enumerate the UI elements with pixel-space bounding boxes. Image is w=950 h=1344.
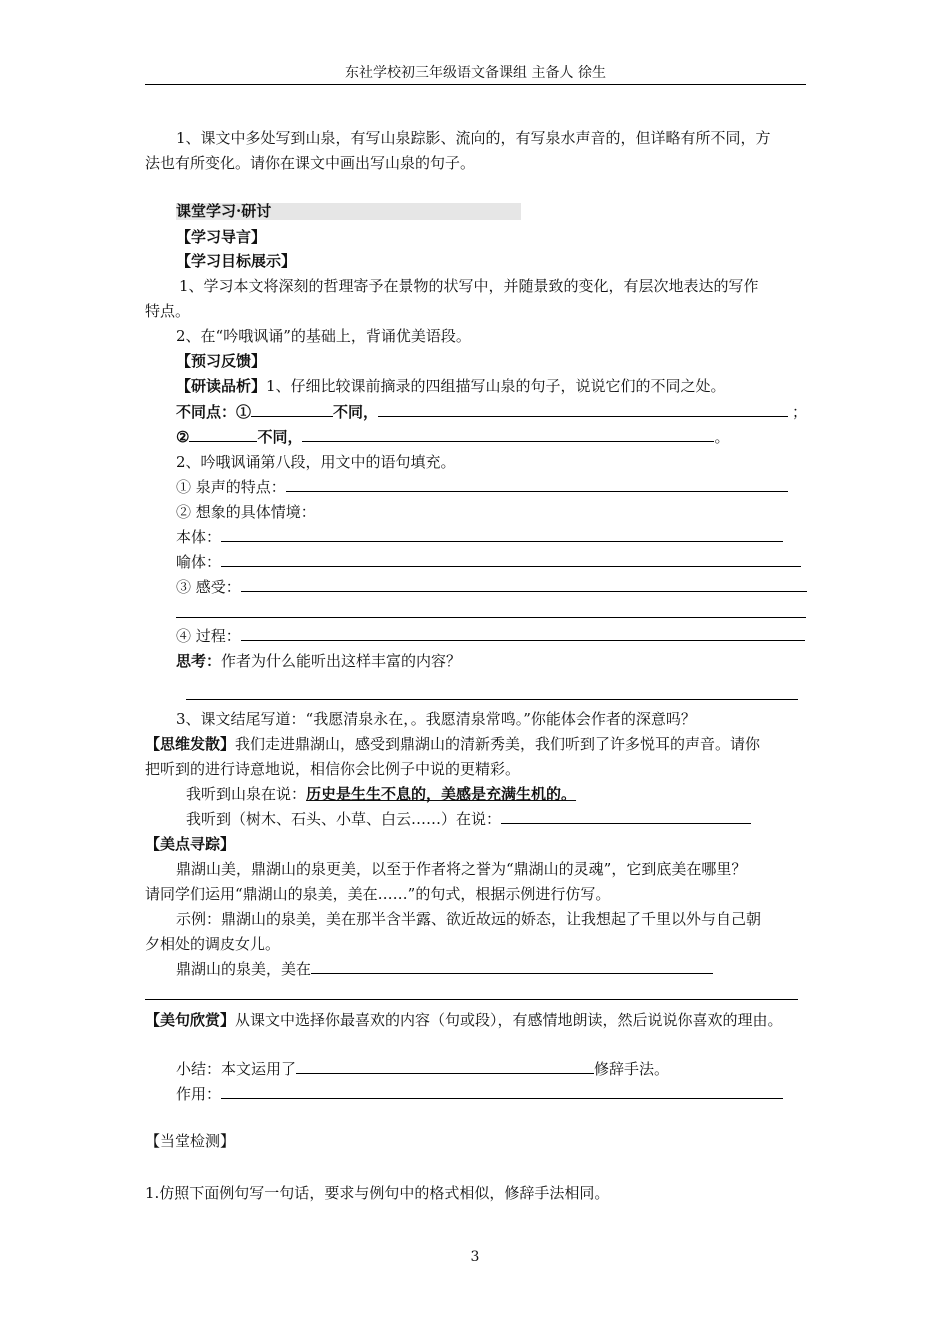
summary-blank[interactable] <box>296 1058 594 1074</box>
intro-line-1: 1、课文中多处写到山泉，有写山泉踪影、流向的，有写泉水声音的，但详略有所不同，方 <box>176 129 771 147</box>
goal-2: 2、在“吟哦讽诵”的基础上，背诵优美语段。 <box>176 327 471 345</box>
difference-row-1 <box>176 401 807 423</box>
divergent-blank[interactable] <box>501 808 751 824</box>
effect-label: 作用： <box>176 1085 222 1103</box>
diff-1-word: 不同， <box>333 403 379 421</box>
diff-1-blank-a[interactable] <box>251 401 333 417</box>
intro-line-2: 法也有所变化。请你在课文中画出写山泉的句子。 <box>145 154 476 172</box>
page-number: 3 <box>470 1249 480 1265</box>
summary-row <box>176 1058 669 1080</box>
diff-2-word: 不同， <box>257 428 303 446</box>
test-question-1: 1.仿照下面例句写一句话，要求与例句中的格式相似，修辞手法相同。 <box>145 1184 610 1202</box>
diff-2-label: ② <box>176 428 190 446</box>
think-answer-line[interactable] <box>186 699 798 700</box>
item-3-label: ③ 感受： <box>176 578 241 596</box>
page-header: 东社学校初三年级语文备课组 主备人 徐生 <box>345 65 606 81</box>
think-row <box>176 650 461 672</box>
diff-2-period: 。 <box>714 428 730 446</box>
reading-label: 【研读品析】 <box>176 377 267 395</box>
yuti-row <box>176 551 801 573</box>
reading-question-3: 3、课文结尾写道：“我愿清泉永在，。我愿清泉常鸣。”你能体会作者的深意吗？ <box>176 710 696 728</box>
effect-blank[interactable] <box>221 1083 783 1099</box>
divergent-prompt-row <box>186 808 751 830</box>
yuti-blank[interactable] <box>221 551 801 567</box>
reading-q1-text: 1、仔细比较课前摘录的四组描写山泉的句子，说说它们的不同之处。 <box>266 377 726 395</box>
beauty-line-1: 鼎湖山美，鼎湖山的泉更美，以至于作者将之誉为“鼎湖山的灵魂”，它到底美在哪里？ <box>176 860 747 878</box>
example-text: 历史是生生不息的，美感是充满生机的。 <box>306 785 577 803</box>
summary-suffix: 修辞手法。 <box>594 1060 670 1078</box>
item-1-blank[interactable] <box>286 476 788 492</box>
item-3-blank[interactable] <box>241 576 807 592</box>
beauty-line-2: 请同学们运用“鼎湖山的泉美，美在……”的句式，根据示例进行仿写。 <box>145 885 611 903</box>
preview-title: 【预习反馈】 <box>176 352 267 370</box>
diff-1-semicolon: ； <box>792 403 808 421</box>
difference-row-2 <box>176 426 729 448</box>
appreciate-label: 【美句欣赏】 <box>145 1011 236 1029</box>
yuti-label: 喻体： <box>176 553 222 571</box>
effect-row <box>176 1083 783 1105</box>
example-prefix: 我听到山泉在说： <box>186 785 307 803</box>
appreciate-text: 从课文中选择你最喜欢的内容（句或段），有感情地朗读，然后说说你喜欢的理由。 <box>235 1011 783 1029</box>
beauty-example-2: 夕相处的调皮女儿。 <box>145 935 281 953</box>
beauty-title: 【美点寻踪】 <box>145 835 236 853</box>
benti-blank[interactable] <box>221 526 783 542</box>
item-4-blank[interactable] <box>241 625 805 641</box>
diff-2-blank-a[interactable] <box>189 426 257 442</box>
divergent-text: 我们走进鼎湖山，感受到鼎湖山的清新秀美，我们听到了许多悦耳的声音。请你 <box>235 735 761 753</box>
test-title: 【当堂检测】 <box>145 1132 236 1150</box>
guide-title: 【学习导言】 <box>176 228 267 246</box>
item-3-row <box>176 576 807 598</box>
appreciate-row <box>145 1009 783 1031</box>
benti-row <box>176 526 783 548</box>
divergent-label: 【思维发散】 <box>145 735 236 753</box>
goal-1-line-2: 特点。 <box>145 302 191 320</box>
item-4-row <box>176 625 805 647</box>
item-1-row <box>176 476 788 498</box>
divergent-line-1 <box>145 733 760 755</box>
beauty-example-1: 示例：鼎湖山的泉美，美在那半含半露、欲近故远的娇态，让我想起了千里以外与自己朝 <box>176 910 762 928</box>
think-text: 作者为什么能听出这样丰富的内容？ <box>221 652 462 670</box>
section-title: 课堂学习·研讨 <box>176 202 272 220</box>
divergent-prompt: 我听到（树木、石头、小草、白云……）在说： <box>186 810 502 828</box>
beauty-fill-blank[interactable] <box>311 958 713 974</box>
item-3-extra-line[interactable] <box>176 617 806 618</box>
header-rule <box>145 84 806 85</box>
goals-title: 【学习目标展示】 <box>176 252 297 270</box>
beauty-fill-label: 鼎湖山的泉美，美在 <box>176 960 312 978</box>
beauty-extra-line[interactable] <box>145 999 798 1000</box>
item-1-label: ① 泉声的特点： <box>176 478 286 496</box>
reading-question-2: 2、吟哦讽诵第八段，用文中的语句填充。 <box>176 453 456 471</box>
item-2-label: ② 想象的具体情境： <box>176 503 316 521</box>
reading-question-1 <box>176 375 726 397</box>
goal-1-line-1: 1、学习本文将深刻的哲理寄予在景物的状写中，并随景致的变化，有层次地表达的写作 <box>179 277 759 295</box>
diff-label: 不同点：① <box>176 403 252 421</box>
item-4-label: ④ 过程： <box>176 627 241 645</box>
summary-label: 小结：本文运用了 <box>176 1060 297 1078</box>
beauty-fill-row <box>176 958 713 980</box>
divergent-line-2: 把听到的进行诗意地说，相信你会比例子中说的更精彩。 <box>145 760 521 778</box>
think-label: 思考： <box>176 652 222 670</box>
divergent-example <box>186 783 576 805</box>
diff-1-blank-b[interactable] <box>378 401 788 417</box>
diff-2-blank-b[interactable] <box>302 426 714 442</box>
benti-label: 本体： <box>176 528 222 546</box>
